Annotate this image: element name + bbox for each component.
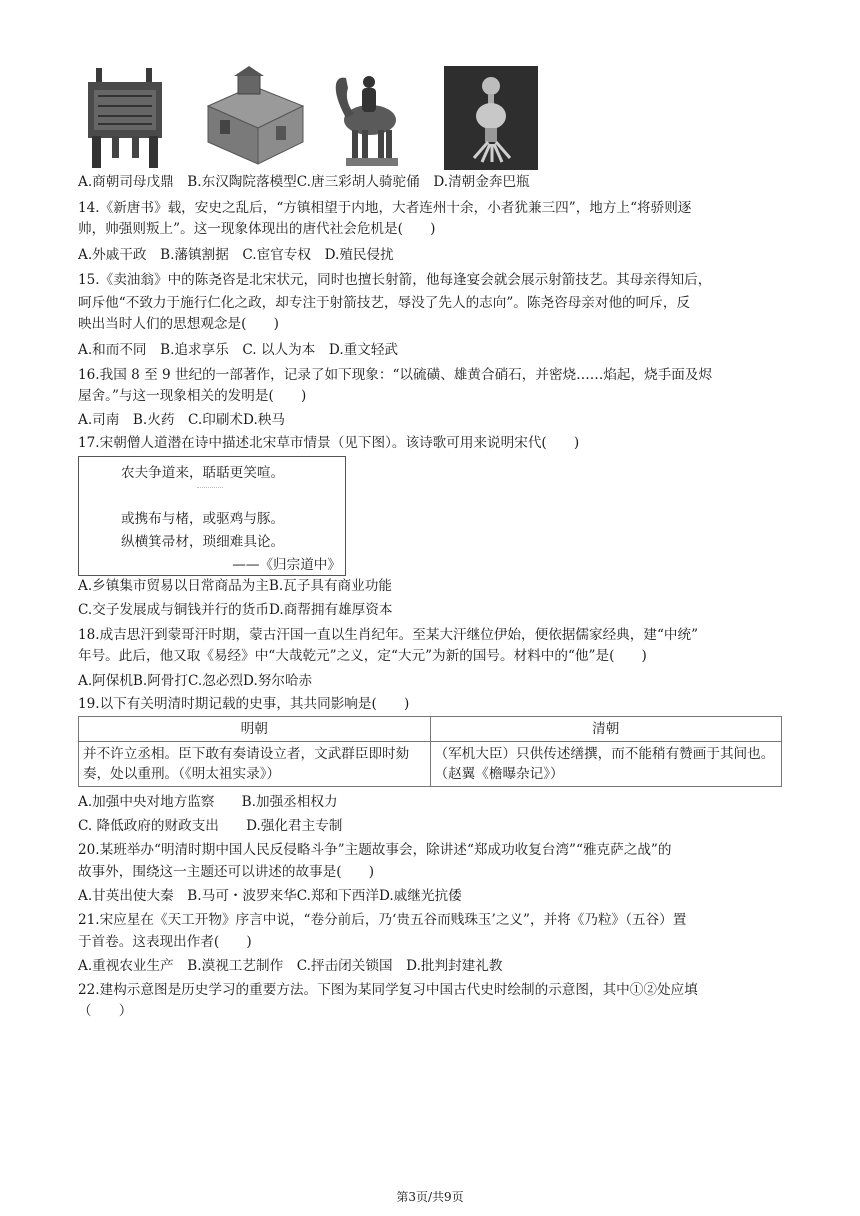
table-header-qing: 清朝	[430, 717, 782, 742]
q14-stem-line2: 帅，帅强则叛上”。这一现象体现出的唐代社会危机是( )	[78, 221, 436, 237]
poem-line-3: 纵横箕帚材，琐细难具论。	[121, 534, 285, 550]
q20-options: A.甘英出使大秦 B.马可・波罗来华C.郑和下西洋D.戚继光抗倭	[78, 888, 462, 904]
camel-figurine-icon	[324, 66, 410, 170]
q21-stem-line2: 于首卷。这表现出作者( )	[78, 934, 252, 950]
table-cell-ming: 并不许立丞相。臣下敢有奏请设立者，文武群臣即时劾奏，处以重刑。（《明太祖实录》）	[79, 742, 431, 787]
q17-options-row1: A.乡镇集市贸易以日常商品为主B.瓦子具有商业功能	[78, 578, 392, 594]
q15-stem-line2: 呵斥他“不致力于施行仁化之政，却专注于射箭技艺，辱没了先人的志向”。陈尧咨母亲对他的呵斥，反	[78, 295, 691, 311]
q22-stem-line2: （ ）	[78, 1003, 133, 1019]
q19-stem: 19.以下有关明清时期记载的史事，其共同影响是( )	[78, 696, 410, 712]
q17-options-row2: C.交子发展成与铜钱并行的货币D.商帮拥有雄厚资本	[78, 602, 393, 618]
q16-stem-line1: 16.我国 8 至 9 世纪的一部著作，记录了如下现象：“以硫磺、雄黄合硝石，并密烧……焰起，烧手面及烬	[78, 367, 713, 383]
q20-stem-line2: 故事外，围绕这一主题还可以讲述的故事是( )	[78, 864, 375, 880]
q17-poem-box	[78, 456, 346, 576]
q13-image-row	[78, 66, 538, 172]
q18-stem-line2: 年号。此后，他又取《易经》中“大哉乾元”之义，定“大元”为新的国号。材料中的“他”是( )	[78, 648, 647, 664]
poem-source: ——《归宗道中》	[232, 557, 341, 573]
q15-options: A.和而不同 B.追求享乐 C. 以人为本 D.重文轻武	[78, 342, 399, 358]
q19-options-row2: C. 降低政府的财政支出 D.强化君主专制	[78, 818, 343, 834]
bronze-ding-icon	[82, 66, 168, 170]
table-header-ming: 明朝	[79, 717, 431, 742]
q19-options-row1: A.加强中央对地方监察 B.加强丞相权力	[78, 794, 338, 810]
q15-stem-line1: 15.《卖油翁》中的陈尧咨是北宋状元，同时也擅长射箭，他每逢宴会就会展示射箭技艺。其母亲得知后，	[78, 272, 712, 288]
q17-stem: 17.宋朝僧人道潜在诗中描述北宋草市情景（见下图）。该诗歌可用来说明宋代( )	[78, 435, 580, 451]
poem-line-1: 农夫争道来，聒聒更笑喧。	[121, 465, 285, 481]
q15-stem-line3: 映出当时人们的思想观念是( )	[78, 316, 279, 332]
q16-stem-line2: 屋舍。”与这一现象相关的发明是( )	[78, 388, 307, 404]
q22-stem-line1: 22.建构示意图是历史学习的重要方法。下图为某同学复习中国古代史时绘制的示意图，其中①②处应填	[78, 982, 698, 998]
q21-stem-line1: 21.宋应星在《天工开物》序言中说，“卷分前后，乃‘贵五谷而贱珠玉’之义”，并将《乃粒》（五谷）置	[78, 912, 687, 928]
gold-benba-bottle-icon	[444, 66, 538, 170]
pottery-courtyard-model-icon	[198, 66, 308, 170]
poem-line-2: 或携布与楮，或驱鸡与豚。	[121, 511, 285, 527]
q21-options: A.重视农业生产 B.漠视工艺制作 C.抨击闭关锁国 D.批判封建礼教	[78, 958, 503, 974]
q13-options: A.商朝司母戊鼎 B.东汉陶院落模型C.唐三彩胡人骑驼俑 D.清朝金奔巴瓶	[78, 174, 530, 190]
q19-table	[78, 716, 782, 787]
q20-stem-line1: 20.某班举办“明清时期中国人民反侵略斗争”主题故事会，除讲述“郑成功收复台湾”“雅克萨之战”的	[78, 842, 672, 858]
q16-options: A.司南 B.火药 C.印刷术D.秧马	[78, 412, 285, 428]
page-footer: 第3页/共9页	[396, 1190, 464, 1204]
q18-options: A.阿保机B.阿骨打C.忽必烈D.努尔哈赤	[78, 673, 313, 689]
q14-stem-line1: 14.《新唐书》载，安史之乱后，“方镇相望于内地，大者连州十余，小者犹兼三四”，地方上“将骄则逐	[78, 200, 692, 216]
poem-ellipsis	[197, 487, 223, 488]
table-cell-qing: （军机大臣）只供传述缮撰，而不能稍有赞画于其间也。（赵翼《檐曝杂记》）	[430, 742, 782, 787]
q18-stem-line1: 18.成吉思汗到蒙哥汗时期，蒙古汗国一直以生肖纪年。至某大汗继位伊始，便依据儒家经典，建“中统”	[78, 627, 699, 643]
q14-options: A.外戚干政 B.藩镇割据 C.宦官专权 D.殖民侵扰	[78, 247, 394, 263]
